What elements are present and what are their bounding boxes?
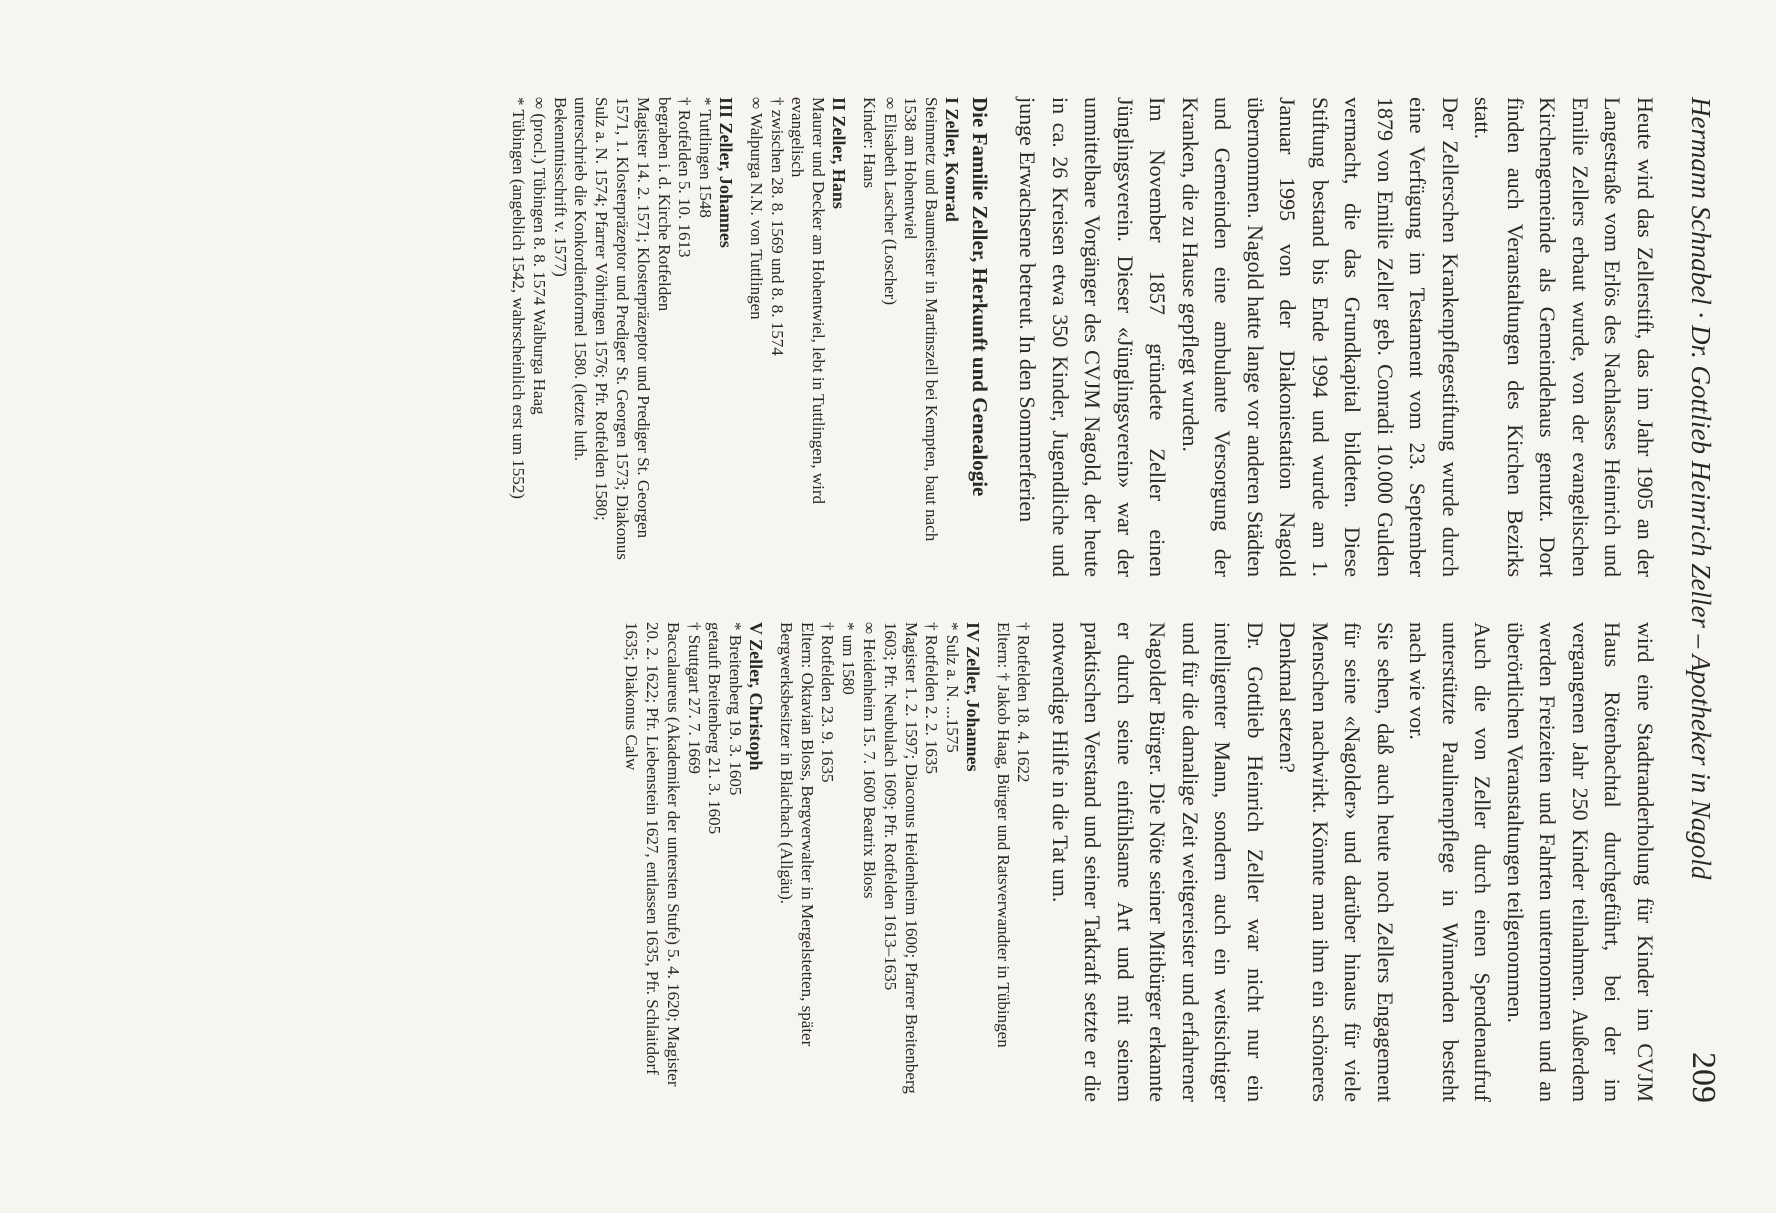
genealogy-entries	[507, 97, 962, 577]
paragraph: Der Zellerschen Krankenpflegestiftung wurde durch eine Verfügung im Testament vom 23. September 1879 von Emilie Zeller geb. Conradi 10.000 Gulden vermacht, die das Grundkapital bildeten. Diese Stiftung bestand bis Ende 1994 und wurde am 1. Januar 1995 von der Diakoniestation Nagold übernommen. Nagold hatte lange vor anderen Städten und Gemeinden eine ambulante Versorgung der Kranken, die zu Hause gepflegt wurden.	[1178, 97, 1463, 577]
entry-line: begraben i. d. Kirche Rotfelden	[654, 97, 674, 312]
entry-line: ∞ Elisabeth Lascher (Loscher)	[880, 97, 900, 306]
left-column	[507, 97, 1661, 577]
page-number: 209	[1685, 1052, 1722, 1103]
right-column	[620, 622, 1661, 1102]
entry-heading: II Zeller, Hans	[829, 97, 850, 209]
paragraph: Im November 1857 gründete Zeller einen Jünglingsverein. Dieser «Jünglingsverein» war der unmittelbare Vorgänger des CVJM Nagold, der heute in ca. 26 Kreisen etwa 350 Kinder, Jugendliche und junge Erwachsene betreut. In den Sommerferien	[1015, 97, 1171, 577]
genealogy-entries	[620, 622, 1033, 1102]
entry-line: Eltern: † Jakob Haag, Bürger und Ratsverwandter in Tübingen	[993, 622, 1013, 1048]
entry-line: * um 1580	[839, 622, 859, 695]
entry-line: * Breitenberg 19. 3. 1605	[726, 622, 746, 796]
paragraph: Auch die von Zeller durch einen Spendenaufruf unterstützte Paulinenpflege in Winnenden besteht nach wie vor.	[1405, 622, 1496, 1102]
paragraph: Sie sehen, daß auch heute noch Zellers Engagement für seine «Nagolder» und darüber hinaus für viele Menschen nachwirkt. Könnte man ihm ein schöneres Denkmal setzen?	[1275, 622, 1398, 1102]
entry-line: ∞ Walpurga N.N. von Tuttlingen	[746, 97, 766, 320]
entry-line: † Stuttgart 27. 7. 1669	[684, 622, 704, 775]
entry-heading: III Zeller, Johannes	[716, 97, 737, 248]
entry-line: † Rotfelden 2. 2. 1635	[922, 622, 942, 775]
section-title: Die Familie Zeller, Herkunft und Genealogie	[968, 97, 992, 497]
entry-line: ∞ (procl.) Tübingen 8. 8. 1574 Walburga Haag	[529, 97, 549, 415]
entry-line: † Rotfelden 18. 4. 1622	[1014, 622, 1034, 783]
entry-heading: IV Zeller, Johannes	[962, 622, 983, 772]
running-header	[1676, 97, 1722, 1103]
entry-line: Magister 1. 2. 1597; Diaconus Heidenheim 1600; Pfarrer Breitenberg 1603; Pfr. Neubulach 1609; Pfr. Rotfelden 1613–1635	[880, 622, 921, 1094]
running-title: Hermann Schnabel · Dr. Gottlieb Heinrich Zeller – Apotheker in Nagold	[1686, 97, 1716, 880]
entry-line: Kinder: Hans	[859, 97, 879, 189]
paragraph: wird eine Stadtranderholung für Kinder im CVJM Haus Rötenbachtal durchgeführt, bei der im vergangenen Jahr 250 Kinder teilnahmen. Außerdem werden Freizeiten und Fahrten unternommen und an überörtlichen Veranstaltungen teilgenommen.	[1503, 622, 1658, 1102]
entry-line: Maurer und Decker am Hohentwiel, lebt in Tuttlingen, wird evangelisch	[788, 97, 829, 504]
entry-heading: I Zeller, Konrad	[942, 97, 962, 222]
entry-line: † zwischen 28. 8. 1569 und 8. 8. 1574	[767, 97, 787, 356]
entry-line: † Rotfelden 23. 9. 1635	[818, 622, 838, 783]
entry-line: Steinmetz und Baumeister in Martinszell bei Kempten, baut nach 1538 am Hohentwiel	[901, 97, 942, 542]
entry-heading: V Zeller, Christoph	[745, 622, 766, 771]
entry-line: ∞ Heidenheim 15. 7. 1600 Beatrix Bloss	[859, 622, 879, 899]
entry-line: Eltern: Oktavian Bloss, Bergverwalter in Mergelstetten, später Bergwerksbesitzer in Blaichach (Allgäu).	[776, 622, 817, 1047]
entry-line: Magister 14. 2. 1571; Klosterpräzeptor und Prediger St. Georgen 1571, 1. Klosterpräzeptor und Prediger St. Georgen 1573; Diakonus Sulz a. N. 1574; Pfarrer Vöhringen 1576; Pfr. Rotfelden 1580; unterschrieb die Konkordienformel 1580. (letzte luth. Bekenntnisschrift v. 1577)	[550, 97, 653, 560]
entry-line: * Tuttlingen 1548	[696, 97, 716, 218]
entry-line: Baccalaureus (Akademiker der untersten Stufe) 5. 4. 1620; Magister 20. 2. 1622; Pfr. Liebenstein 1627, entlassen 1635, Pfr. Schlaitdorf 1635; Diakonus Calw	[622, 622, 683, 1087]
entry-line: getauft Breitenberg 21. 3. 1605	[705, 622, 725, 835]
entry-line: * Tübingen (angeblich 1542, wahrscheinlich erst um 1552)	[509, 97, 529, 499]
entry-line: * Sulz a. N. ...1575	[943, 622, 963, 753]
paragraph: Heute wird das Zellerstift, das im Jahr 1905 an der Langestraße vom Erlös des Nachlasses Heinrich und Emilie Zellers erbaut wurde, von der evangelischen Kirchengemeinde als Gemeindehaus genutzt. Dort finden auch Veranstaltungen des Kirchen Bezirks statt.	[1470, 97, 1658, 577]
paragraph: Dr. Gottlieb Heinrich Zeller war nicht nur ein intelligenter Mann, sondern auch ein weitsichtiger und für die damalige Zeit weitgereister und erfahrener Nagolder Bürger. Die Nöte seiner Mitbürger erkannte er durch seine einfühlsame Art und mit seinem praktischen Verstand und seiner Tatkraft setzte er die notwendige Hilfe in die Tat um.	[1048, 622, 1268, 1102]
entry-line: † Rotfelden 5. 10. 1613	[675, 97, 695, 258]
